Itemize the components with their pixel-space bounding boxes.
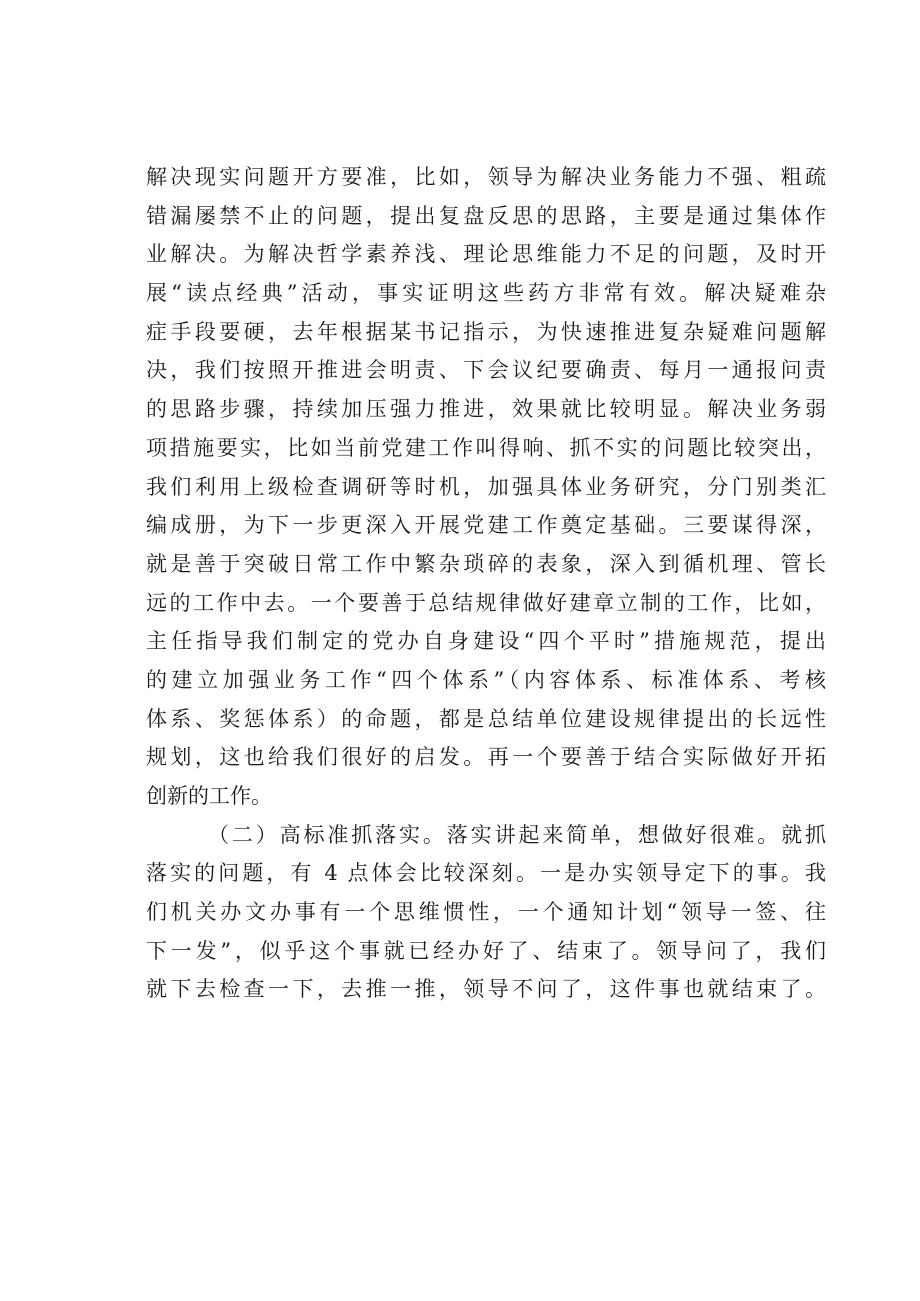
text-line: 的思路步骤，持续加压强力推进，效果就比较明显。解决业务弱 [146, 397, 826, 422]
text-line: 业解决。为解决哲学素养浅、理论思维能力不足的问题，及时开 [146, 242, 826, 267]
text-line: 创新的工作。 [146, 784, 272, 808]
text-line: （二）高标准抓落实。落实讲起来简单，想做好很难。就抓 [208, 822, 826, 847]
body-text [146, 158, 826, 1009]
text-line: 下一发”，似乎这个事就已经办好了、结束了。领导问了，我们 [146, 938, 826, 963]
text-line: 就是善于突破日常工作中繁杂琐碎的表象，深入到循机理、管长 [146, 551, 826, 576]
text-line: 就下去检查一下，去推一推，领导不问了，这件事也就结束了。 [146, 977, 826, 1002]
text-line: 们机关办文办事有一个思维惯性，一个通知计划“领导一签、往 [146, 900, 826, 925]
text-line: 主任指导我们制定的党办自身建设“四个平时”措施规范，提出 [146, 629, 826, 654]
text-line: 我们利用上级检查调研等时机，加强具体业务研究，分门别类汇 [146, 474, 826, 499]
text-line: 症手段要硬，去年根据某书记指示，为快速推进复杂疑难问题解 [146, 319, 826, 344]
text-line: 项措施要实，比如当前党建工作叫得响、抓不实的问题比较突出， [146, 435, 826, 460]
text-line: 落实的问题，有 4 点体会比较深刻。一是办实领导定下的事。我 [146, 861, 826, 886]
text-line: 编成册，为下一步更深入开展党建工作奠定基础。三要谋得深， [146, 513, 826, 538]
text-line: 决，我们按照开推进会明责、下会议纪要确责、每月一通报问责 [146, 358, 826, 383]
text-line: 解决现实问题开方要准，比如，领导为解决业务能力不强、粗疏 [146, 165, 826, 189]
text-line: 体系、奖惩体系）的命题，都是总结单位建设规律提出的长远性 [146, 706, 826, 731]
text-line: 展“读点经典”活动，事实证明这些药方非常有效。解决疑难杂 [146, 281, 826, 306]
text-line: 规划，这也给我们很好的启发。再一个要善于结合实际做好开拓 [146, 745, 826, 770]
text-line: 的建立加强业务工作“四个体系”（内容体系、标准体系、考核 [146, 667, 826, 692]
text-line: 远的工作中去。一个要善于总结规律做好建章立制的工作，比如， [146, 590, 826, 615]
text-line: 错漏屡禁不止的问题，提出复盘反思的思路，主要是通过集体作 [146, 203, 826, 228]
